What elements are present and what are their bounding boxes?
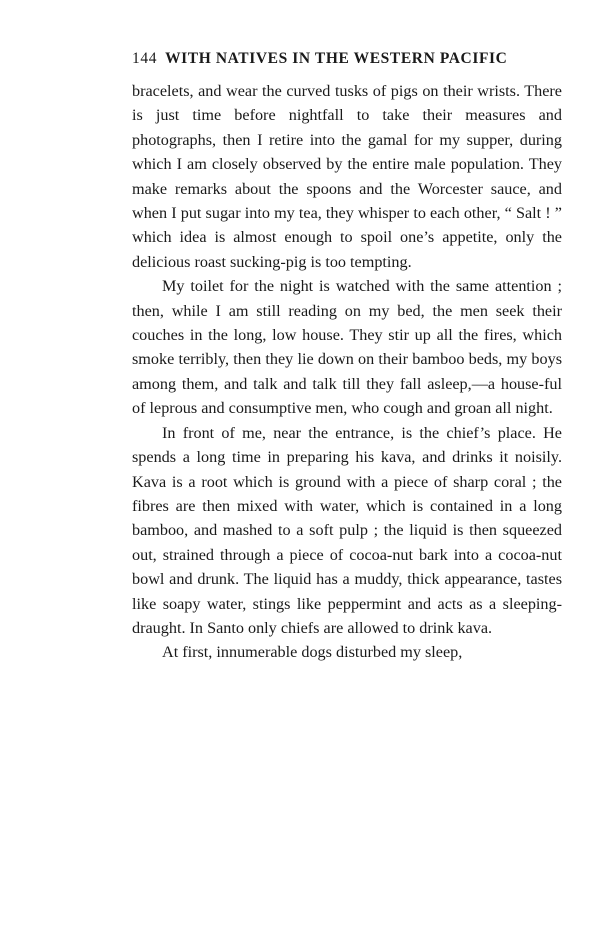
running-head <box>132 44 562 74</box>
paragraph-dogs: At first, innumerable dogs disturbed my sleep, <box>162 643 463 662</box>
book-title: WITH NATIVES IN THE WESTERN PACIFIC <box>165 50 508 67</box>
paragraph-continued: bracelets, and wear the curved tusks of pigs on their wrists. There is just time before nightfall to take their measures and photographs, then I retire into the gamal for my supper, during which I am closely observed by the entire male population. They make remarks about the spoons and the Worcester sauce, and when I put sugar into my tea, they whisper to each other, “ Salt ! ” which idea is almost enough to spoil one’s appetite, only the delicious roast sucking-pig is too tempting. <box>132 82 562 271</box>
paragraph-kava: In front of me, near the entrance, is the chief’s place. He spends a long time in preparing his kava, and drinks it noisily. Kava is a root which is ground with a piece of sharp coral ; the fibres are then mixed with water, which is contained in a long bamboo, and mashed to a soft pulp ; the liquid is then squeezed out, strained through a piece of cocoa-nut bark into a cocoa-nut bowl and drunk. The liquid has a muddy, thick appearance, tastes like soapy water, stings like peppermint and acts as a sleeping-draught. In Santo only chiefs are allowed to drink kava. <box>132 423 562 637</box>
page-number: 144 <box>132 50 158 67</box>
book-page <box>132 44 562 665</box>
paragraph-toilet: My toilet for the night is watched with the same attention ; then, while I am still reading on my bed, the men seek their couches in the long, low house. They stir up all the fires, which smoke terribly, then they lie down on their bamboo beds, my boys among them, and talk and talk till they fall asleep,—a house-ful of leprous and consumptive men, who cough and groan all night. <box>132 277 562 418</box>
